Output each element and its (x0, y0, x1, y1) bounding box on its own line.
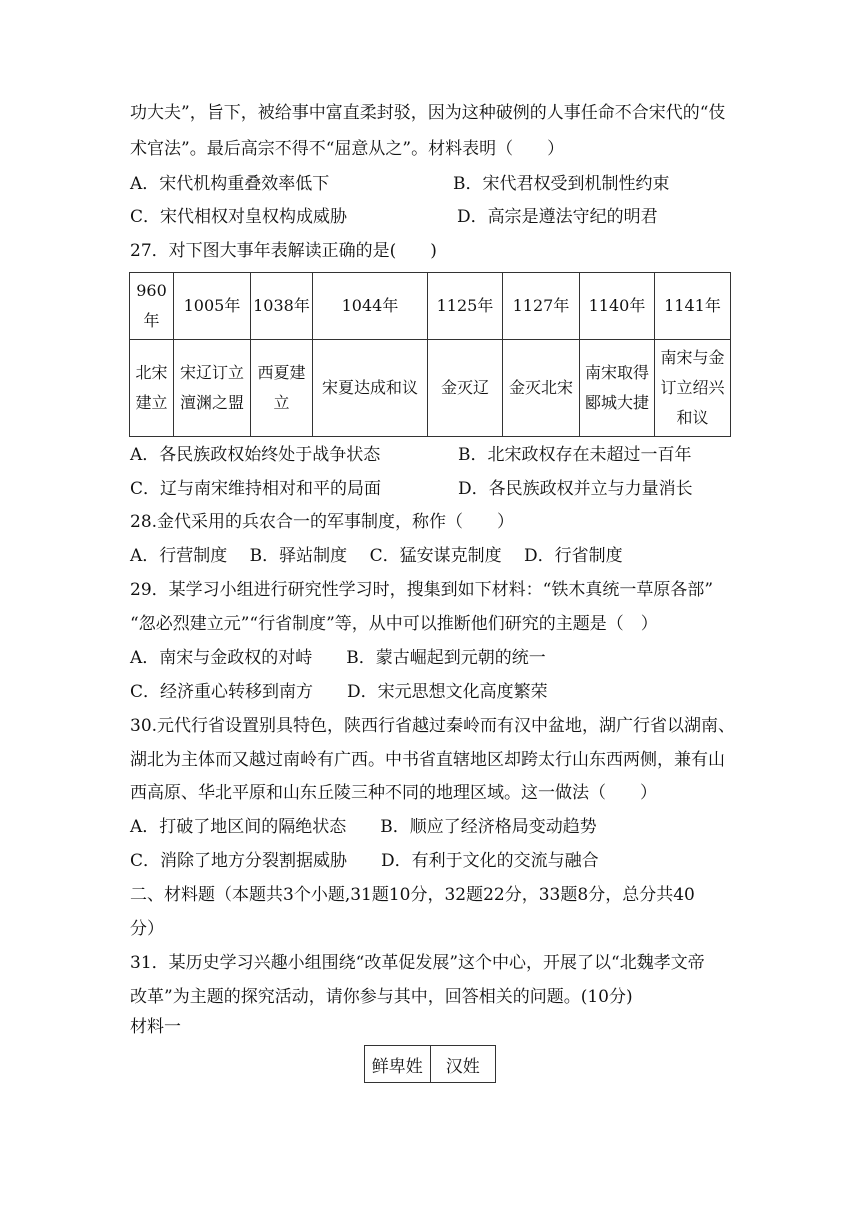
event-cell: 北宋建立 (130, 340, 174, 437)
q28-stem: 28.金代采用的兵农合一的军事制度，称作（ ） (130, 512, 515, 532)
q29-options-row-1: A．南宋与金政权的对峙 B．蒙古崛起到元朝的统一 (130, 648, 546, 668)
q29-stem-line-1: 29．某学习小组进行研究性学习时，搜集到如下材料：“铁木真统一草原各部” (130, 580, 714, 600)
q29-stem-line-2: “忽必烈建立元”“行省制度”等，从中可以推断他们研究的主题是（ ） (130, 614, 658, 634)
q28-options: A．行营制度 B．驿站制度 C．猛安谋克制度 D．行省制度 (130, 546, 623, 566)
year-cell: 960年 (130, 273, 174, 340)
q30-stem-line-3: 西高原、华北平原和山东丘陵三种不同的地理区域。这一做法（ ） (130, 783, 657, 803)
q30-stem-line-1: 30.元代行省设置别具特色，陕西行省越过秦岭而有汉中盆地，湖广行省以湖南、 (130, 716, 736, 736)
surname-table (364, 1045, 496, 1083)
q27-option-a: A．各民族政权始终处于战争状态 (130, 445, 381, 465)
year-cell: 1141年 (655, 273, 731, 340)
table-header: 鲜卑姓 (365, 1046, 431, 1083)
table-row (365, 1046, 496, 1083)
q26-stem-line-2: 术官法”。最后高宗不得不“屈意从之”。材料表明（ ） (130, 139, 565, 159)
q26-option-a: A．宋代机构重叠效率低下 (130, 174, 330, 194)
event-cell: 金灭辽 (428, 340, 503, 437)
q30-options-row-1: A．打破了地区间的隔绝状态 B．顺应了经济格局变动趋势 (130, 817, 597, 837)
q30-options-row-2: C．消除了地方分裂割据威胁 D．有利于文化的交流与融合 (130, 851, 599, 871)
year-cell: 1005年 (174, 273, 251, 340)
q27-events-table (129, 272, 731, 437)
q30-stem-line-2: 湖北为主体而又越过南岭有广西。中书省直辖地区却跨太行山东西两侧，兼有山 (130, 750, 725, 770)
q31-stem-line-2: 改革”为主题的探究活动，请你参与其中，回答相关的问题。(10分) (130, 987, 633, 1007)
q27-option-c: C．辽与南宋维持相对和平的局面 (130, 479, 382, 499)
table-row (130, 340, 731, 437)
table-row (130, 273, 731, 340)
q26-option-b: B．宋代君权受到机制性约束 (453, 174, 670, 194)
event-cell: 金灭北宋 (503, 340, 580, 437)
q27-stem: 27．对下图大事年表解读正确的是( ) (130, 241, 437, 261)
year-cell: 1038年 (251, 273, 313, 340)
q31-material-label: 材料一 (130, 1017, 181, 1037)
q29-options-row-2: C．经济重心转移到南方 D．宋元思想文化高度繁荣 (130, 682, 548, 702)
q31-stem-line-1: 31．某历史学习兴趣小组围绕“改革促发展”这个中心，开展了以“北魏孝文帝 (130, 953, 705, 973)
section-heading-line-1: 二、材料题（本题共3个小题,31题10分，32题22分，33题8分，总分共40 (130, 885, 695, 905)
event-cell: 西夏建立 (251, 340, 313, 437)
year-cell: 1044年 (313, 273, 428, 340)
q26-option-c: C．宋代相权对皇权构成威胁 (130, 207, 348, 227)
q27-option-d: D．各民族政权并立与力量消长 (458, 479, 693, 499)
year-cell: 1125年 (428, 273, 503, 340)
q26-stem-line-1: 功大夫”，旨下，被给事中富直柔封驳，因为这种破例的人事任命不合宋代的“伎 (130, 103, 726, 123)
event-cell: 宋辽订立澶渊之盟 (174, 340, 251, 437)
event-cell: 南宋取得郾城大捷 (580, 340, 655, 437)
year-cell: 1127年 (503, 273, 580, 340)
event-cell: 宋夏达成和议 (313, 340, 428, 437)
q26-option-d: D．高宗是遵法守纪的明君 (457, 207, 658, 227)
event-cell: 南宋与金订立绍兴和议 (655, 340, 731, 437)
table-header: 汉姓 (430, 1046, 496, 1083)
year-cell: 1140年 (580, 273, 655, 340)
q27-option-b: B．北宋政权存在未超过一百年 (458, 445, 692, 465)
section-heading-line-2: 分） (130, 919, 164, 939)
